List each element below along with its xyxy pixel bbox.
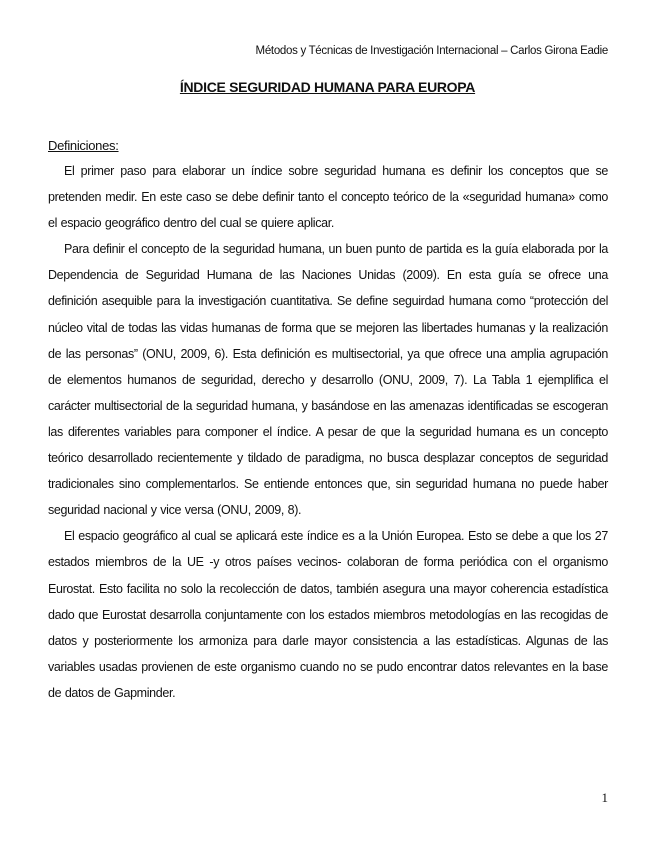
document-title: ÍNDICE SEGURIDAD HUMANA PARA EUROPA [179,79,476,95]
body-text [48,158,608,706]
paragraph-1: El primer paso para elaborar un índice sobre seguridad humana es definir los conceptos que se pretenden medir. En este caso se debe definir tanto el concepto teórico de la «seguridad humana» como el espacio geográfico dentro del cual se quiere aplicar. [48,164,608,231]
running-header: Métodos y Técnicas de Investigación Internacional – Carlos Girona Eadie [255,45,608,57]
paragraph-3: El espacio geográfico al cual se aplicará este índice es a la Unión Europea. Esto se debe a que los 27 estados miembros de la UE -y otros países vecinos- colaboran de forma periódica con el organismo Eurostat. Esto facilita no solo la recolección de datos, también asegura una mayor coherencia estadística dado que Eurostat desarrolla conjuntamente con los estados miembros metodologías en las recogidas de datos y posteriormente los armoniza para darle mayor consistencia a las estadísticas. Algunas de las variables usadas provienen de este organismo cuando no se pudo encontrar datos relevantes en la base de datos de Gapminder. [48,529,608,700]
paragraph-2: Para definir el concepto de la seguridad humana, un buen punto de partida es la guía elaborada por la Dependencia de Seguridad Humana de las Naciones Unidas (2009). En esta guía se ofrece una definición asequible para la investigación cuantitativa. Se define seguirdad humana como “protección del núcleo vital de todas las vidas humanas de forma que se mejoren las libertades humanas y la realización de las personas” (ONU, 2009, 6). Esta definición es multisectorial, ya que ofrece una amplia agrupación de elementos humanos de seguridad, derecho y desarrollo (ONU, 2009, 7). La Tabla 1 ejemplifica el carácter multisectorial de la seguridad humana, y basándose en las amenazas identificadas se escogeran las diferentes variables para componer el índice. A pesar de que la seguridad humana es un concepto teórico desarrollado recientemente y tildado de paradigma, no busca desplazar conceptos de seguridad tradicionales sino complementarlos. Se entiende entonces que, sin seguridad humana no puede haber seguridad nacional y vice versa (ONU, 2009, 8). [48,242,608,518]
page-number: 1 [601,790,608,805]
section-heading: Definiciones: [48,138,119,153]
